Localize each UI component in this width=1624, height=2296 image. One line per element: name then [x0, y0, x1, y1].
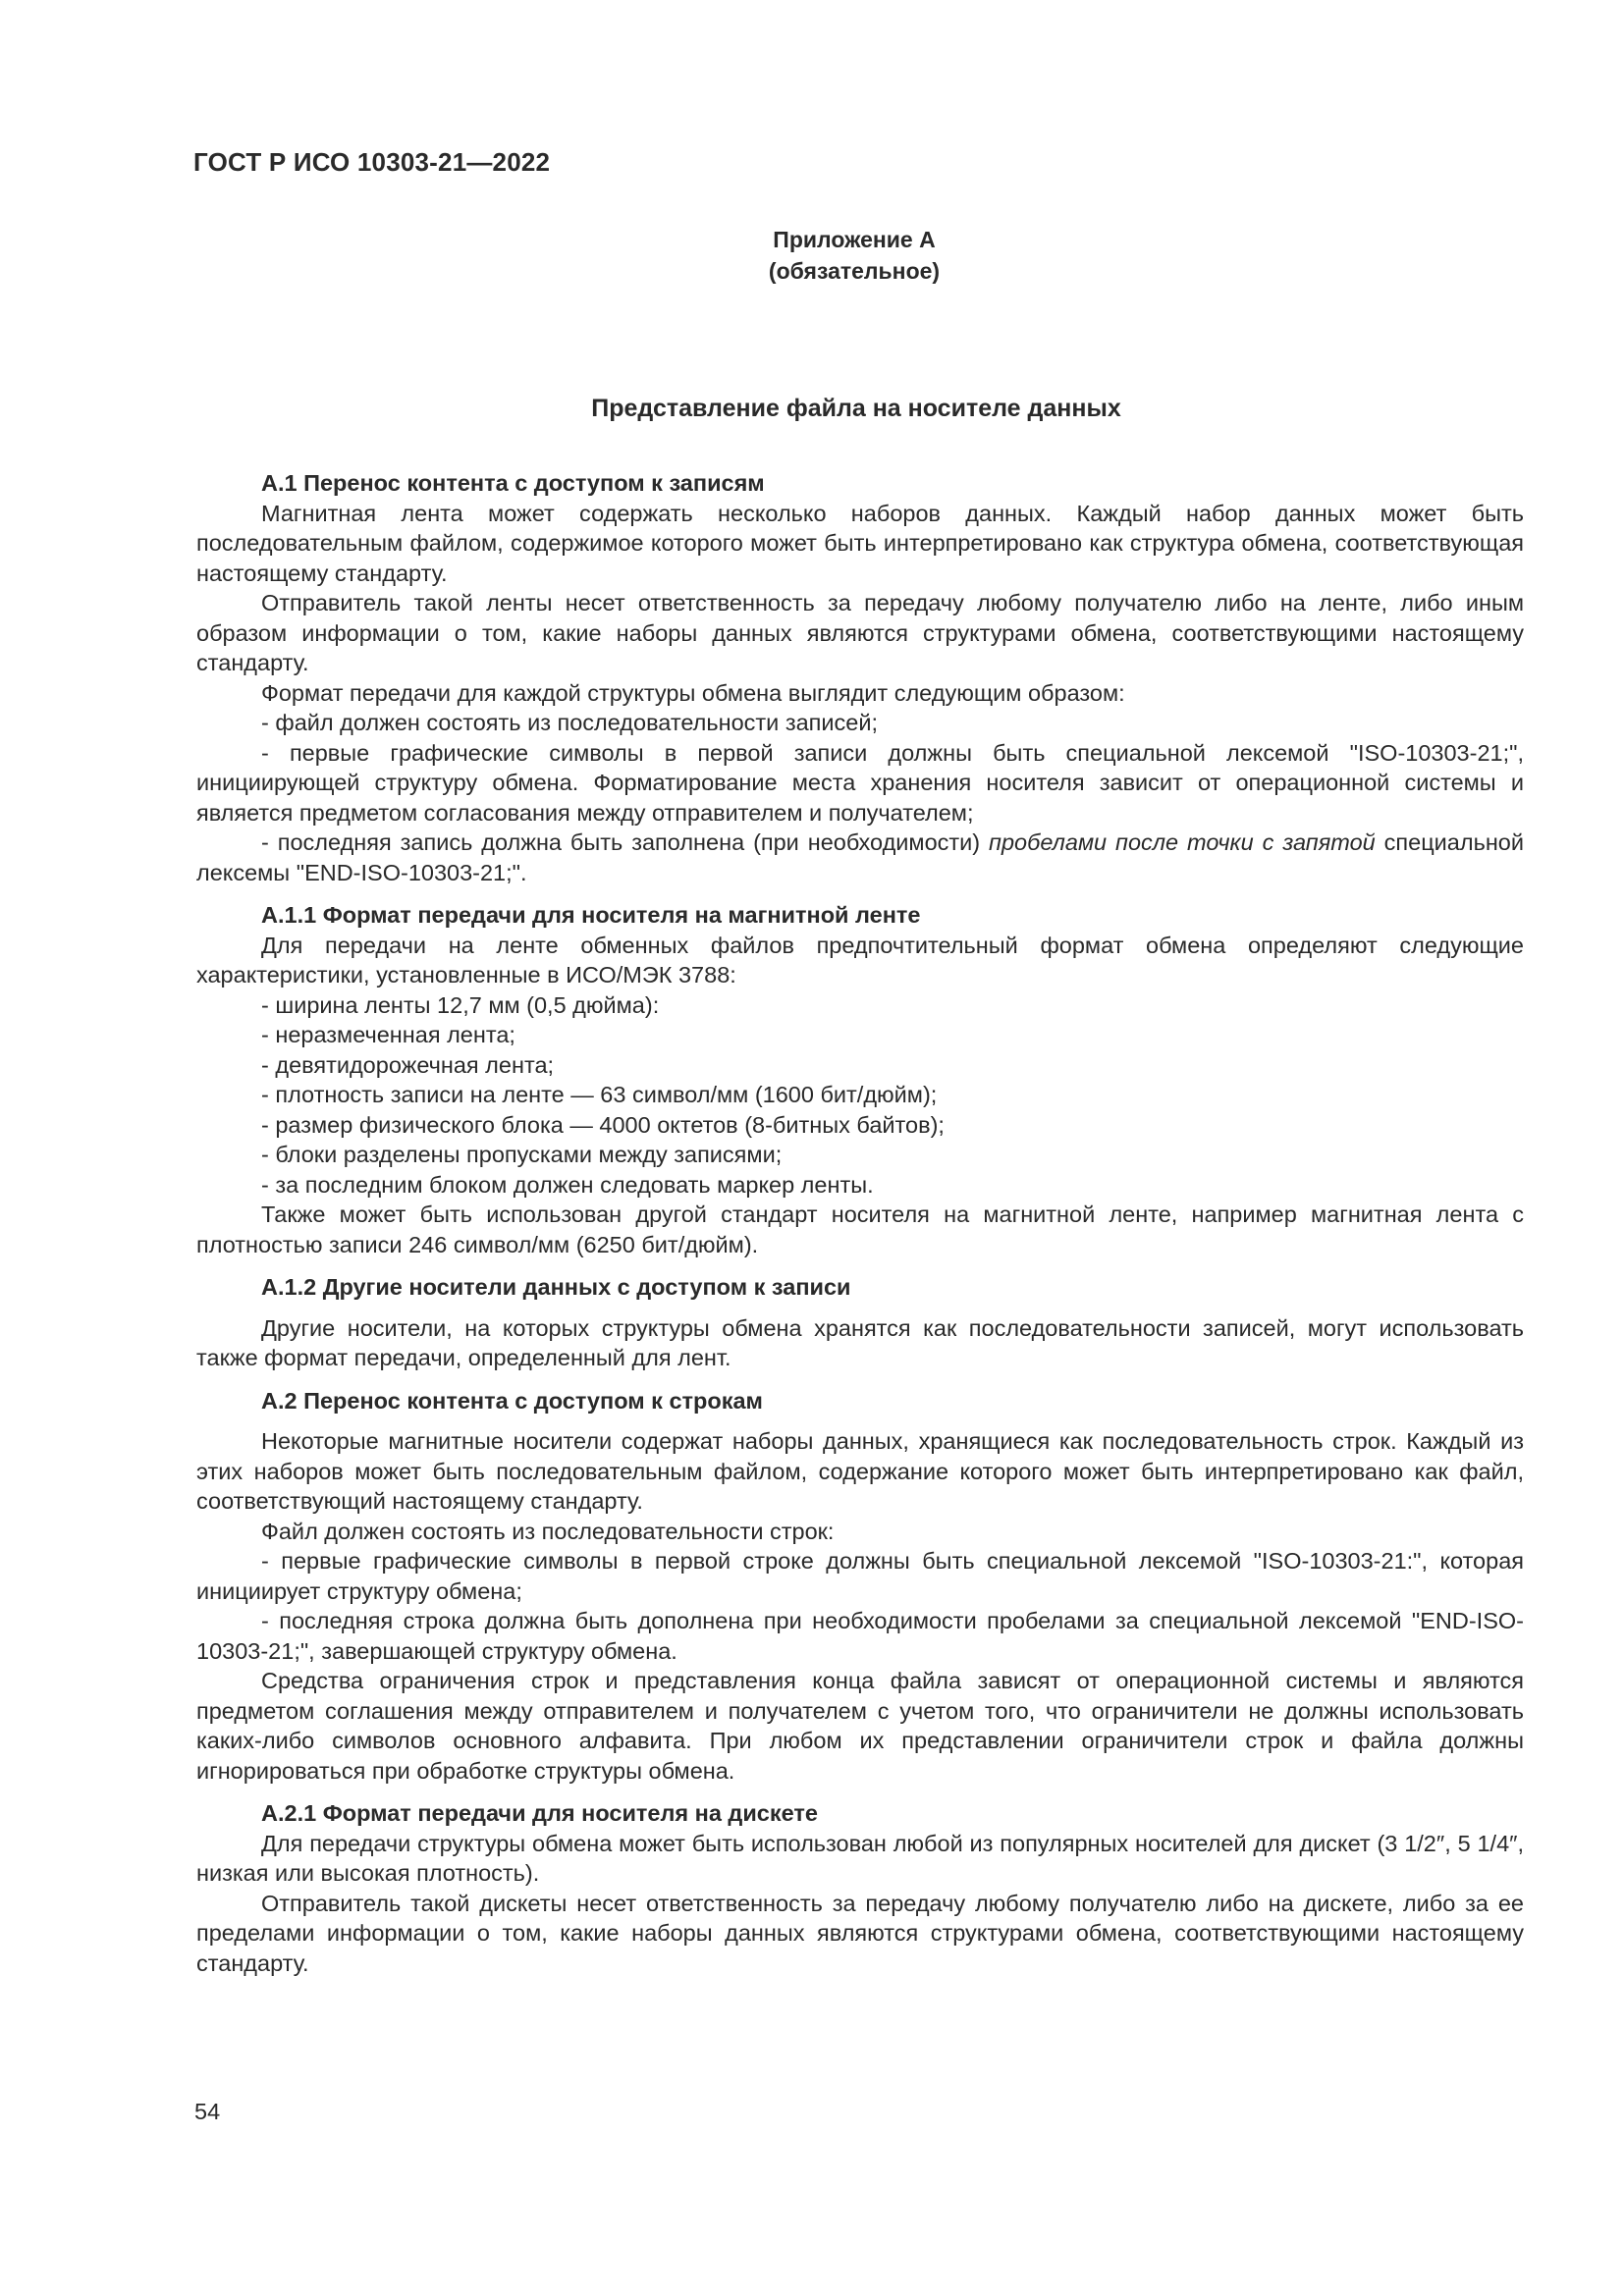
section-a1-2-paragraph-1: Другие носители, на которых структуры обмена хранятся как последовательности записей, могут использовать также формат передачи, определенный для лент.	[196, 1314, 1524, 1370]
section-a1-1-list-item: - неразмеченная лента;	[261, 1022, 515, 1047]
section-a2-1-paragraph-2: Отправитель такой дискеты несет ответственность за передачу любому получателю либо на дискете, либо за ее пределами информации о том, какие наборы данных являются структурами обмена, соответствующими настоящему стандарту.	[196, 1890, 1524, 1976]
annex-label: Приложение А	[773, 227, 936, 252]
section-a2-1	[196, 1798, 1524, 1978]
annex-title: Представление файла на носителе данных	[591, 395, 1121, 422]
section-a2-1-heading: А.2.1 Формат передачи для носителя на дискете	[261, 1800, 818, 1826]
section-a2-paragraph-2: Файл должен состоять из последовательности строк:	[261, 1518, 835, 1544]
section-a1-list-item-2: - первые графические символы в первой записи должны быть специальной лексемой "ISO-10303-21;", инициирующей структуру обмена. Форматирование места хранения носителя зависит от операционной системы и является предметом согласования между отправителем и получателем;	[196, 739, 1524, 826]
section-a1-heading: А.1 Перенос контента с доступом к записям	[261, 470, 765, 496]
section-a2-list-item-2: - последняя строка должна быть дополнена при необходимости пробелами за специальной лексемой "END-ISO-10303-21;", завершающей структуру обмена.	[196, 1608, 1524, 1664]
section-a1	[196, 468, 1524, 887]
list-item-3-text-start: - последняя запись должна быть заполнена (при необходимости)	[261, 829, 990, 855]
section-a1-list-item-3	[196, 828, 1524, 887]
list-item-3-emphasis: пробелами после точки с запятой	[989, 829, 1376, 855]
section-a1-1-list-item: - за последним блоком должен следовать маркер ленты.	[261, 1171, 874, 1198]
section-a1-list-item-1: - файл должен состоять из последовательности записей;	[261, 710, 878, 735]
section-a1-1-heading: А.1.1 Формат передачи для носителя на магнитной ленте	[261, 902, 921, 928]
section-a1-paragraph-2: Отправитель такой ленты несет ответственность за передачу любому получателю либо на ленте, либо иным образом информации о том, какие наборы данных являются структурами обмена, соответствующими настоящему стандарту.	[196, 590, 1524, 675]
section-a1-1-list-item: - плотность записи на ленте — 63 символ/мм (1600 бит/дюйм);	[261, 1082, 938, 1107]
section-a2-paragraph-1: Некоторые магнитные носители содержат наборы данных, хранящиеся как последовательность строк. Каждый из этих наборов может быть последовательным файлом, содержание которого может быть интерпретировано как файл, соответствующий настоящему стандарту.	[196, 1428, 1524, 1514]
annex-heading	[0, 224, 1624, 287]
document-code-header: ГОСТ Р ИСО 10303-21—2022	[193, 147, 551, 177]
section-a1-1-paragraph-2: Также может быть использован другой стандарт носителя на магнитной ленте, например магнитная лента с плотностью записи 246 символ/мм (6250 бит/дюйм).	[196, 1201, 1524, 1257]
section-a2-1-paragraph-1: Для передачи структуры обмена может быть использован любой из популярных носителей для дискет (3 1/2″, 5 1/4″, низкая или высокая плотность).	[196, 1830, 1524, 1886]
section-a1-paragraph-1: Магнитная лента может содержать несколько наборов данных. Каждый набор данных может быть последовательным файлом, содержимое которого может быть интерпретировано как структура обмена, соответствующая настоящему стандарту.	[196, 500, 1524, 586]
section-a2-list-item-1: - первые графические символы в первой строке должны быть специальной лексемой "ISO-10303-21:", которая инициирует структуру обмена;	[196, 1548, 1524, 1604]
section-a2-paragraph-3: Средства ограничения строк и представления конца файла зависят от операционной системы и являются предметом соглашения между отправителем и получателем с учетом того, что ограничители не должны использовать каких-либо символов основного алфавита. При любом их представлении ограничители строк и файла должны игнорироваться при обработке структуры обмена.	[196, 1668, 1524, 1784]
section-a1-1-list-item: - размер физического блока — 4000 октетов (8-битных байтов);	[261, 1111, 945, 1138]
section-a2	[196, 1386, 1524, 1787]
section-a1-1-list-item: - блоки разделены пропусками между записями;	[261, 1142, 783, 1167]
section-a1-1-paragraph-1: Для передачи на ленте обменных файлов предпочтительный формат обмена определяют следующие характеристики, установленные в ИСО/МЭК 3788:	[196, 932, 1524, 988]
section-a1-1	[196, 900, 1524, 1259]
section-a1-1-list-item: - ширина ленты 12,7 мм (0,5 дюйма):	[261, 991, 660, 1018]
section-a1-2	[196, 1272, 1524, 1373]
section-a1-1-list-item: - девятидорожечная лента;	[261, 1051, 555, 1078]
page-number: 54	[194, 2099, 221, 2124]
annex-status: (обязательное)	[768, 258, 941, 284]
section-a1-2-heading: А.1.2 Другие носители данных с доступом к записи	[261, 1274, 851, 1300]
section-a1-paragraph-3: Формат передачи для каждой структуры обмена выглядит следующим образом:	[261, 679, 1125, 706]
section-a2-heading: А.2 Перенос контента с доступом к строкам	[261, 1387, 763, 1414]
list-item-3-text-end: специальной лексемы "END-ISO-10303-21;".	[196, 829, 1524, 885]
document-body	[196, 468, 1524, 1978]
